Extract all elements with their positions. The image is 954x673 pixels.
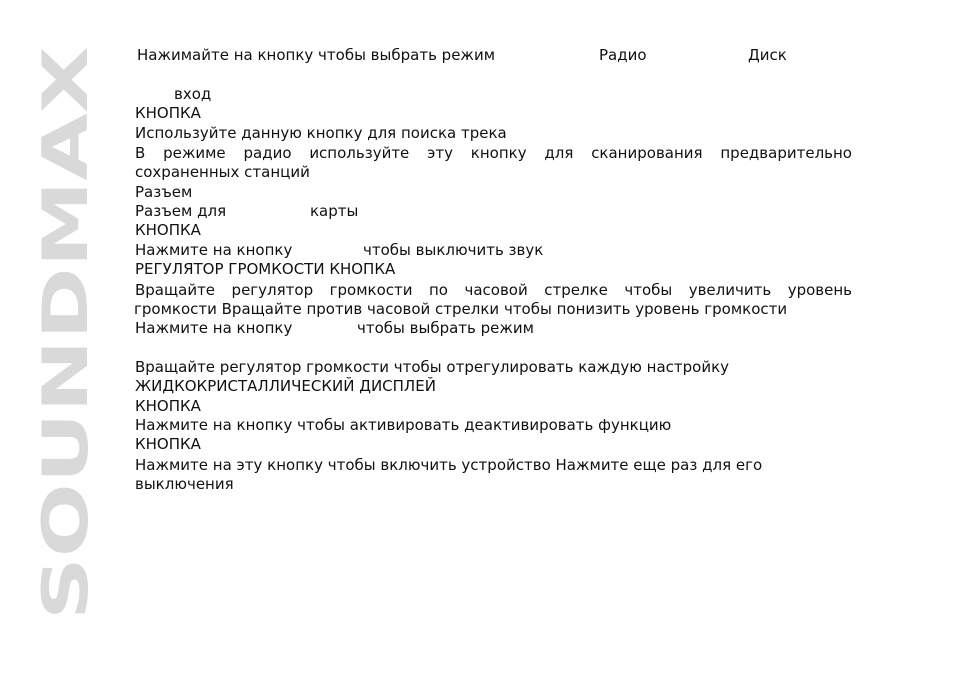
word: сканирования	[591, 144, 703, 162]
card-slot-line	[135, 202, 435, 221]
soundmax-logo	[29, 42, 102, 622]
heading-volume-knob: РЕГУЛЯТОР ГРОМКОСТИ КНОПКА	[135, 260, 396, 278]
word: кнопку	[470, 144, 527, 162]
word: по	[428, 281, 448, 299]
heading-jack: Разъем	[135, 183, 193, 201]
scan-text-line-1	[135, 144, 852, 163]
word: предварительно	[720, 144, 852, 162]
scan-text-line-2: сохраненных станций	[135, 163, 310, 181]
card-slot-text: Разъем для	[135, 202, 227, 220]
word: используйте	[309, 144, 410, 162]
word: уровень	[787, 281, 852, 299]
mode-select-result: чтобы выбрать режим	[357, 319, 534, 337]
mute-result: чтобы выключить звук	[363, 241, 544, 259]
mode-radio-label: Радио	[599, 46, 647, 64]
word: радио	[243, 144, 292, 162]
word: часовой	[464, 281, 528, 299]
power-text-line-2: выключения	[135, 475, 234, 493]
mode-disc-label: Диск	[748, 46, 787, 64]
power-text-line-1: Нажмите на эту кнопку чтобы включить устройство Нажмите еще раз для его	[135, 456, 763, 474]
mute-instruction: Нажмите на кнопку	[135, 241, 293, 259]
adjust-settings-text: Вращайте регулятор громкости чтобы отрегулировать каждую настройку	[135, 358, 730, 376]
word: чтобы	[624, 281, 673, 299]
card-label: карты	[310, 202, 359, 220]
word: громкости	[329, 281, 413, 299]
word: увеличить	[688, 281, 772, 299]
word: В	[135, 144, 146, 162]
word: эту	[427, 144, 453, 162]
word: Вращайте	[135, 281, 216, 299]
mode-select-instruction: Нажмите на кнопку	[135, 319, 293, 337]
text-line-1	[137, 46, 837, 65]
mode-select-line	[135, 319, 595, 338]
logo-wordmark: SOUNDMAX	[29, 211, 102, 620]
word: стрелке	[544, 281, 608, 299]
track-search-text: Используйте данную кнопку для поиска трека	[135, 124, 507, 142]
mode-instruction: Нажимайте на кнопку чтобы выбрать режим	[137, 46, 496, 64]
heading-button-2: КНОПКА	[135, 221, 201, 239]
heading-button-1: КНОПКА	[135, 104, 201, 122]
volume-text-line-1	[135, 281, 852, 300]
word: регулятор	[231, 281, 314, 299]
heading-button-3: КНОПКА	[135, 397, 201, 415]
mute-line	[135, 241, 595, 260]
heading-button-4: КНОПКА	[135, 435, 201, 453]
soundmax-logo-graphic	[29, 42, 102, 622]
volume-text-line-2: громкости Вращайте против часовой стрелки чтобы понизить уровень громкости	[134, 300, 788, 318]
toggle-function-text: Нажмите на кнопку чтобы активировать деактивировать функцию	[135, 416, 672, 434]
input-label: вход	[174, 85, 212, 103]
word: для	[544, 144, 574, 162]
heading-lcd: ЖИДКОКРИСТАЛЛИЧЕСКИЙ ДИСПЛЕЙ	[135, 377, 436, 395]
word: режиме	[163, 144, 226, 162]
